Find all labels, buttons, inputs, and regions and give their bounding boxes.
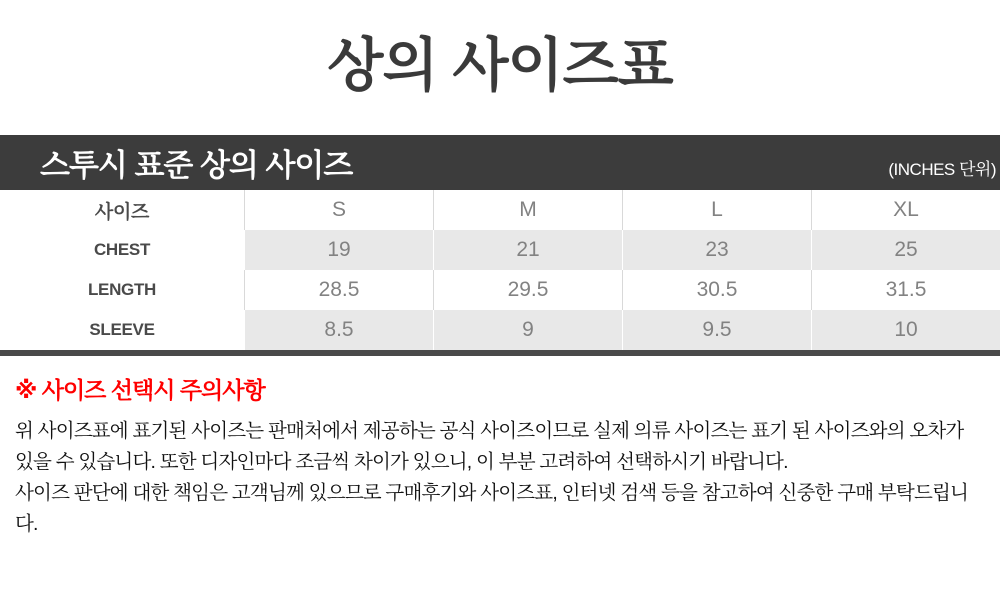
cell-chest-m: 21 [433,230,622,270]
page-title: 상의 사이즈표 [327,33,673,98]
notice-heading: ※ 사이즈 선택시 주의사항 [15,377,265,403]
cell-length-m: 29.5 [433,270,622,310]
cell-chest-s: 19 [244,230,433,270]
notice-line-2: 있을 수 있습니다. 또한 디자인마다 조금씩 차이가 있으니, 이 부분 고려하여 선택하시기 바랍니다. [15,451,788,473]
header-cell-m: M [433,190,622,230]
cell-sleeve-m: 9 [433,310,622,350]
cell-sleeve-xl: 10 [811,310,1000,350]
cell-sleeve-l: 9.5 [622,310,811,350]
table-header-band [0,135,1000,190]
notice-body [15,416,985,540]
header-cell-s: S [244,190,433,230]
cell-sleeve-s: 8.5 [244,310,433,350]
size-notice [15,376,985,540]
band-title: 스투시 표준 상의 사이즈 [40,148,353,183]
row-label-chest: CHEST [0,230,244,270]
unit-label: (INCHES 단위) [888,160,996,179]
header-cell-xl: XL [811,190,1000,230]
cell-length-l: 30.5 [622,270,811,310]
cell-length-xl: 31.5 [811,270,1000,310]
cell-length-s: 28.5 [244,270,433,310]
size-table [0,190,1000,356]
row-label-sleeve: SLEEVE [0,310,244,350]
notice-line-3: 사이즈 판단에 대한 책임은 고객님께 있으므로 구매후기와 사이즈표, 인터넷 검색 등을 참고하여 신중한 구매 부탁드립니다. [15,482,969,535]
row-label-length: LENGTH [0,270,244,310]
header-label-size: 사이즈 [0,190,244,230]
cell-chest-xl: 25 [811,230,1000,270]
cell-chest-l: 23 [622,230,811,270]
notice-line-1: 위 사이즈표에 표기된 사이즈는 판매처에서 제공하는 공식 사이즈이므로 실제 의류 사이즈는 표기 된 사이즈와의 오차가 [15,420,964,442]
header-cell-l: L [622,190,811,230]
